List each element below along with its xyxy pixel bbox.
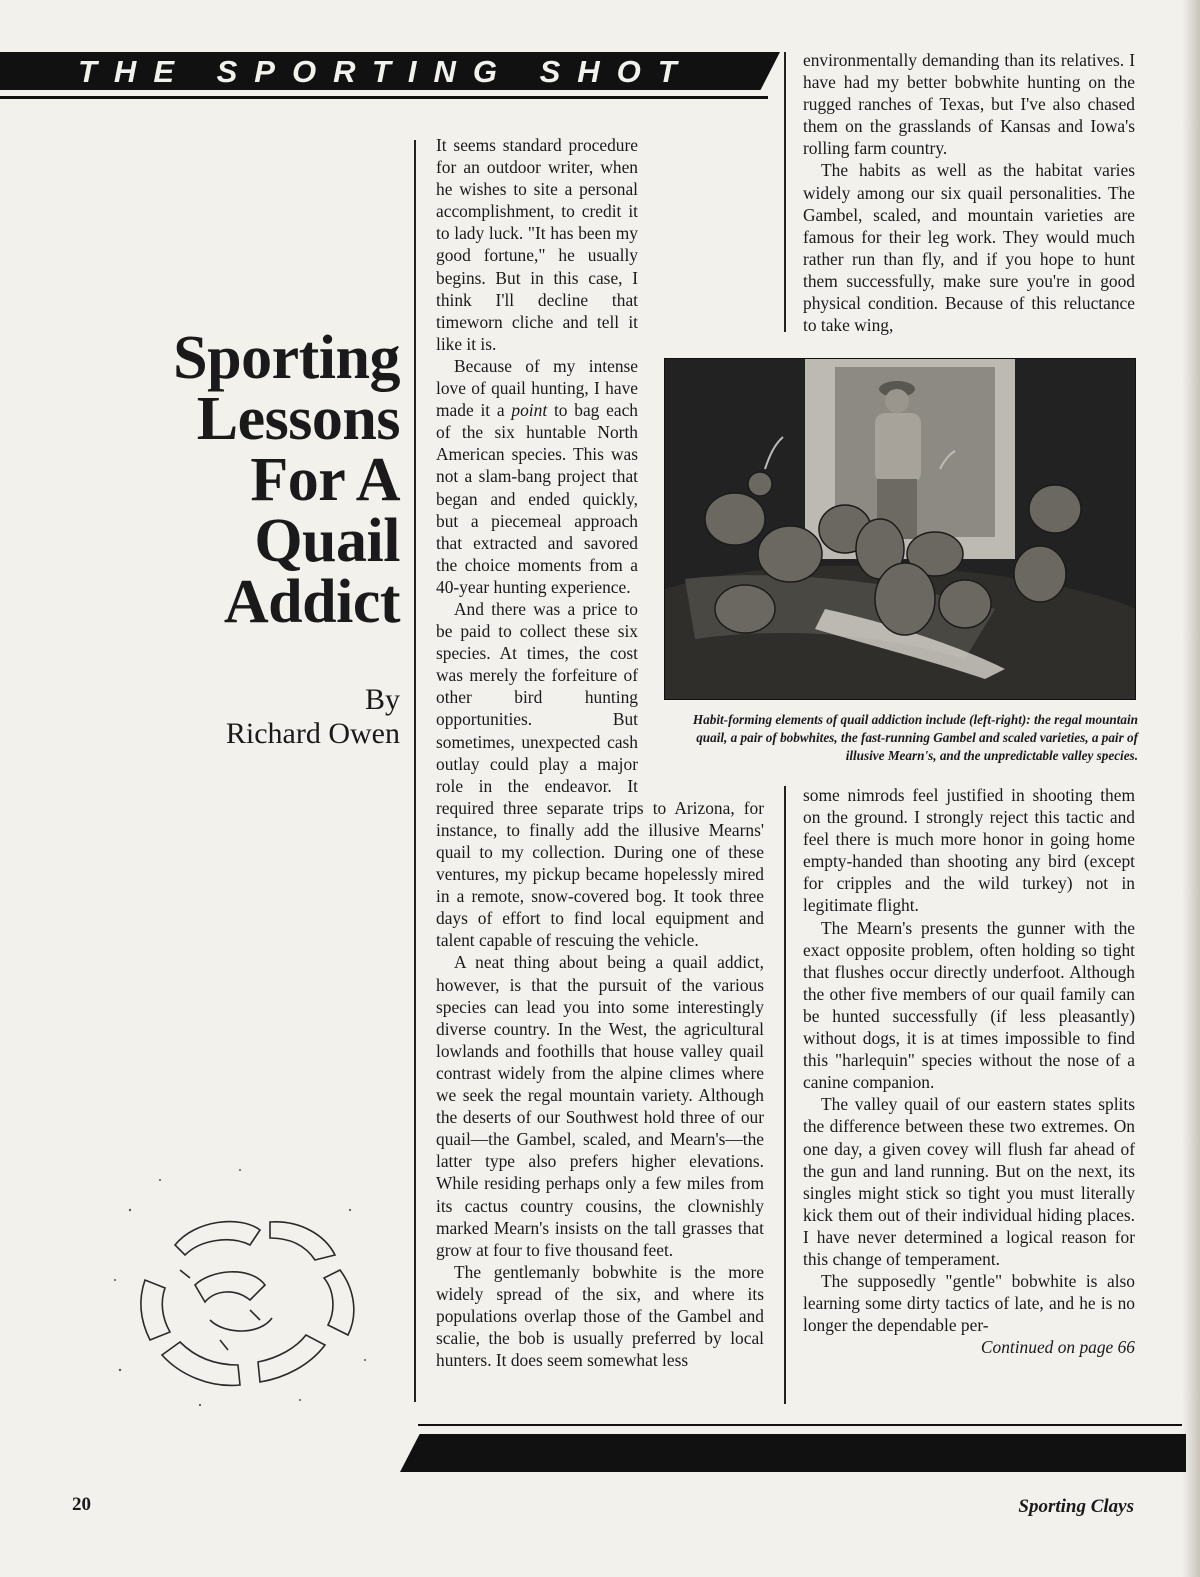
paragraph: The Mearn's presents the gunner with the exact opposite problem, often holding so tight that flushes occur directly underfoot. Although the other five members of our quail family can be hunted successfully (if less pleasantly) without dogs, it is at times impossible to find this "harlequin" species without the nose of a canine companion.	[803, 917, 1135, 1093]
section-title: THE SPORTING SHOT	[78, 54, 694, 89]
paragraph: some nimrods feel justified in shooting them on the ground. I strongly reject this tactic and feel there is much more honor in going home empty-handed than shooting any bird (except for cripples and the wild turkey) not in legitimate flight.	[803, 785, 1135, 916]
quail-photo	[664, 358, 1136, 700]
article-column-2-top	[803, 49, 1135, 336]
article-title	[20, 324, 400, 636]
magazine-name: Sporting Clays	[1018, 1496, 1134, 1517]
paragraph: environmentally demanding than its relatives. I have had my better bobwhite hunting on the rugged ranches of Texas, but I've also chased them on the grasslands of Kansas and Iowa's rolling farm country.	[803, 50, 1135, 159]
column-rule-left	[414, 140, 416, 1402]
paragraph: And there was a price to be paid to collect these six species. At times, the cost was merely the forfeiture of other bird hunting opportunities. But sometimes, unexpected cash outlay could play a major role in the endeavor. It required three separate trips to Arizona, for instance, to finally add the illusive Mearns' quail to my collection. During one of these ventures, my pickup became hopelessly mired in a remote, snow-covered bog. It took three days of effort to find local equipment and talent capable of rescuing the vehicle.	[436, 598, 764, 951]
banner-rule	[0, 96, 768, 99]
paragraph: A neat thing about being a quail addict, however, is that the pursuit of the various species can lead you into some interestingly diverse country. In the West, the agricultural lowlands and foothills that house valley quail contrast widely from the alpine climes where we seek the regal mountain variety. Although the deserts of our Southwest hold three of our quail—the Gambel, scaled, and Mearn's—the latter type also prefers higher elevations. While residing perhaps only a few miles from its cactus country cousins, the clownishly marked Mearn's insists on the tall grasses that grow at four to five thousand feet.	[436, 952, 764, 1260]
paragraph: The habits as well as the habitat varies widely among our six quail personalities. The Gambel, scaled, and mountain varieties are famous for their leg work. They would much rather run than fly, and if you hope to hunt them successfully, make sure you're in good physical condition. Because of this reluctance to take wing,	[803, 160, 1135, 336]
title-line: For A	[250, 446, 400, 514]
column-rule-top-right	[784, 52, 786, 332]
title-line: Lessons	[196, 385, 400, 453]
byline-author: Richard Owen	[225, 717, 400, 750]
bottom-rule	[418, 1424, 1182, 1426]
paragraph: The valley quail of our eastern states splits the difference between these two extremes. On one day, a given covey will flush far ahead of the gun and land running. But on the next, its singles might stick so tight you must literally kick them out of their individual hiding places. I have never determined a logical reason for this change of temperament.	[803, 1094, 1135, 1269]
column-rule-bottom-right	[784, 786, 786, 1404]
byline	[20, 683, 400, 751]
article-column-2-bottom	[803, 784, 1135, 1358]
title-line: Quail	[254, 507, 400, 575]
title-line: Sporting	[173, 324, 400, 392]
emphasis: point	[511, 400, 548, 421]
photo-caption: Habit-forming elements of quail addiction include (left-right): the regal mountain quail, a pair of bobwhites, the fast-running Gambel and scaled varieties, a pair of illusive Mearn's, and the unpredictable valley species.	[692, 712, 1138, 763]
quail-photo-image	[665, 359, 1135, 699]
paragraph-text: Because of my intense love of quail hunting, I have made it a	[436, 355, 638, 421]
clay-target-illustration	[100, 1150, 380, 1420]
byline-by: By	[364, 683, 400, 716]
paragraph: The gentlemanly bobwhite is the more widely spread of the six, and where its populations overlap those of the Gambel and scalie, the bob is usually preferred by local hunters. It does seem somewhat less	[436, 1261, 764, 1371]
bottom-banner	[400, 1434, 1186, 1472]
title-line: Addict	[223, 568, 400, 636]
continued-note: Continued on page 66	[980, 1337, 1135, 1358]
page-number: 20	[72, 1494, 91, 1515]
paragraph: The supposedly "gentle" bobwhite is also learning some dirty tactics of late, and he is no longer the dependable per-	[803, 1271, 1135, 1336]
page-edge-shadow	[1182, 0, 1200, 1577]
paragraph-text: to bag each of the six huntable North American species. This was not a slam-bang project that began and ended quickly, but a piecemeal approach that extracted and savored the choice moments from a 40-year hunting experience.	[436, 400, 638, 597]
paragraph: It seems standard procedure for an outdoor writer, when he wishes to site a personal accomplishment, to credit it to lady luck. "It has been my good fortune," he usually begins. But in this case, I think I'll decline that timeworn cliche and tell it like it is.	[436, 135, 638, 354]
